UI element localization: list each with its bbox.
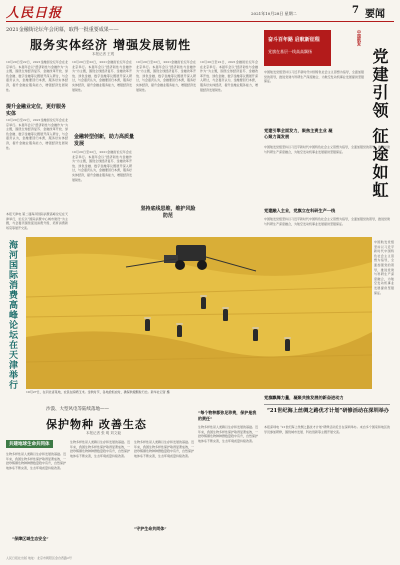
right-subhead-2: 党建融入主业，党旗立在科研生产一线 [264, 208, 336, 213]
right-vertical-headline: 党建引领 征途如虹 [370, 48, 389, 200]
banner-line-2: 党旗在基层一线高高飘扬 [268, 49, 312, 54]
lead-body-col1: 10月20日至22日，2021金融街论坛年会在北京举行。本届年会以“经济韧性与金融作为”为主题，围绕全球经济复苏、金融改革开放、绿色金融、数字金融等议题展开深入研讨，与会嘉宾认为，金融要回归本源，服务好实体经济，提升金融业服务能力，增强经济发展韧性。 [6, 60, 68, 92]
bottom-right-headline: “21世纪海上丝绸之路优才计划”研修活动在深圳举办 [266, 408, 390, 414]
right-body-1: 中国航发党组坚持以习近平新时代中国特色社会主义思想为指导，全面加强党的领导，推进党建与科研生产深度融合，为航空发动机事业发展提供坚强保证。 [264, 70, 364, 84]
lead-subhead-2: 金融转型创新，助力高质量发展 [74, 134, 135, 147]
lead-byline: 本报记者 王观 [92, 52, 115, 56]
banner-line-1: 奋斗百年路 启航新征程 [268, 37, 320, 43]
right-subhead-1: 党建引擎全面发力，聚焦主责主业 凝心聚力谋发展 [264, 128, 333, 139]
lead-subhead-3: 坚持底线思维，维护风险防范 [140, 206, 196, 219]
right-subhead-3: 党旗飘舞力量，凝聚共推发展的新奋进动力 [264, 395, 344, 400]
page-number: 7 [352, 5, 359, 16]
lead-subhead-1: 提升金融业定位，更好服务实体 [6, 104, 67, 117]
bottom-right-divider [264, 404, 390, 405]
bottom-right-body: 本报深圳电 “21世纪海上丝绸之路优才计划”研修活动近日在深圳举办。来自多个国家和地区的学员参加研修，围绕城市发展、科技创新等主题开展交流。 [264, 425, 390, 434]
masthead-divider [6, 21, 394, 22]
lead-kicker: 2021金融街论坛年会闭幕，取得一批重要成果—— [6, 27, 119, 33]
farmer-figure [201, 297, 206, 309]
lead-body-col2b: 10月20日至22日，2021金融街论坛年会在北京举行。本届年会以“经济韧性与金融作为”为主题，围绕全球经济复苏、金融改革开放、绿色金融、数字金融等议题展开深入研讨，与会嘉宾认为，金融要回归本源，服务好实体经济，提升金融业服务能力，增强经济发展韧性。 [72, 150, 132, 182]
second-subhead-2: “保障区域生态安全” [12, 536, 49, 541]
farmer-figure [177, 325, 182, 337]
second-body-col4: 生物多样性是人类赖以生存和发展的基础。近年来，我国生物多样性保护取得显著成效，一批珍稀濒危物种种群数量稳中有升，自然保护地体系不断完善，生态环境质量持续改善。 [198, 425, 258, 443]
lead-body-col1b: 10月20日至22日，2021金融街论坛年会在北京举行。本届年会以“经济韧性与金融作为”为主题，围绕全球经济复苏、金融改革开放、绿色金融、数字金融等议题展开深入研讨，与会嘉宾认为，金融要回归本源，服务好实体经济，提升金融业服务能力，增强经济发展韧性。 [6, 118, 68, 150]
right-column-label: 中国航发 [357, 30, 362, 46]
side-feature-vertical-title: 海河国际消费高峰论坛在天津举行 [7, 240, 17, 390]
harvest-photo-illustration [26, 237, 372, 389]
page-footer: 人民日报社出版 地址：北京市朝阳区金台西路2号 [6, 556, 72, 560]
second-body-col3: 生物多样性是人类赖以生存和发展的基础。近年来，我国生物多样性保护取得显著成效，一批珍稀濒危物种种群数量稳中有升，自然保护地体系不断完善，生态环境质量持续改善。 [134, 440, 194, 458]
lead-body-col3: 10月20日至22日，2021金融街论坛年会在北京举行。本届年会以“经济韧性与金融作为”为主题，围绕全球经济复苏、金融改革开放、绿色金融、数字金融等议题展开深入研讨，与会嘉宾认为，金融要回归本源，服务好实体经济，提升金融业服务能力，增强经济发展韧性。 [136, 60, 196, 92]
side-feature-body-top: 本报天津电 第二届海河国际消费高峰论坛在天津举行，论坛以“国际消费中心城市建设”为主题，与会嘉宾围绕促进消费升级、培育消费新场景等展开交流。 [6, 212, 68, 230]
second-body-col2: 生物多样性是人类赖以生存和发展的基础。近年来，我国生物多样性保护取得显著成效，一批珍稀濒危物种种群数量稳中有升，自然保护地体系不断完善，生态环境质量持续改善。 [70, 440, 130, 458]
lead-headline: 服务实体经济 增强发展韧性 [30, 38, 192, 52]
second-body-col1: 生物多样性是人类赖以生存和发展的基础。近年来，我国生物多样性保护取得显著成效，一批珍稀濒危物种种群数量稳中有升，自然保护地体系不断完善，生态环境质量持续改善。 [6, 452, 66, 470]
farmer-figure [145, 319, 150, 331]
second-byline: 本报记者 张 明 刘文毅 [86, 431, 121, 435]
second-kicker: 沙漠、大型风电等陆续落地—— [46, 407, 109, 412]
lead-body-col2: 10月20日至22日，2021金融街论坛年会在北京举行。本届年会以“经济韧性与金融作为”为主题，围绕全球经济复苏、金融改革开放、绿色金融、数字金融等议题展开深入研讨，与会嘉宾认为，金融要回归本源，服务好实体经济，提升金融业服务能力，增强经济发展韧性。 [72, 60, 132, 92]
farmer-figure [285, 339, 290, 351]
photo-caption: 10月27日，在河北省某地，农民在晾晒玉米。金秋时节，各地抢抓农时，确保秋粮颗粒归仓。新华社记者 摄 [26, 390, 170, 394]
lead-body-col4: 10月20日至22日，2021金融街论坛年会在北京举行。本届年会以“经济韧性与金融作为”为主题，围绕全球经济复苏、金融改革开放、绿色金融、数字金融等议题展开深入研讨，与会嘉宾认为，金融要回归本源，服务好实体经济，提升金融业服务能力，增强经济发展韧性。 [200, 60, 258, 92]
party-campaign-banner [264, 30, 331, 66]
right-body-2: 中国航发党组坚持以习近平新时代中国特色社会主义思想为指导，全面加强党的领导，推进党建与科研生产深度融合，为航空发动机事业发展提供坚强保证。 [264, 145, 390, 154]
right-body-side: 中国航发党组坚持以习近平新时代中国特色社会主义思想为指导，全面加强党的领导，推进党建与科研生产深度融合，为航空发动机事业发展提供坚强保证。 [374, 240, 394, 295]
second-headline: 保护物种 改善生态 [46, 418, 147, 431]
page-section-name: 要闻 [365, 9, 385, 20]
newspaper-logo: 人民日报 [6, 6, 63, 21]
farmer-figure [223, 309, 228, 321]
issue-date: 2021年10月28日 星期二 [251, 11, 297, 16]
harvest-photo [26, 237, 372, 389]
right-body-3: 中国航发党组坚持以习近平新时代中国特色社会主义思想为指导，全面加强党的领导，推进党建与科研生产深度融合，为航空发动机事业发展提供坚强保证。 [264, 217, 390, 226]
second-subhead-3: “守护生命共同体” [134, 526, 167, 531]
masthead [6, 2, 394, 22]
section-green-tag: 共建地球生命共同体 [6, 440, 53, 448]
farmer-figure [253, 329, 258, 341]
second-subhead-1: “每个物种都弥足珍贵，保护是我的责任” [198, 410, 257, 421]
